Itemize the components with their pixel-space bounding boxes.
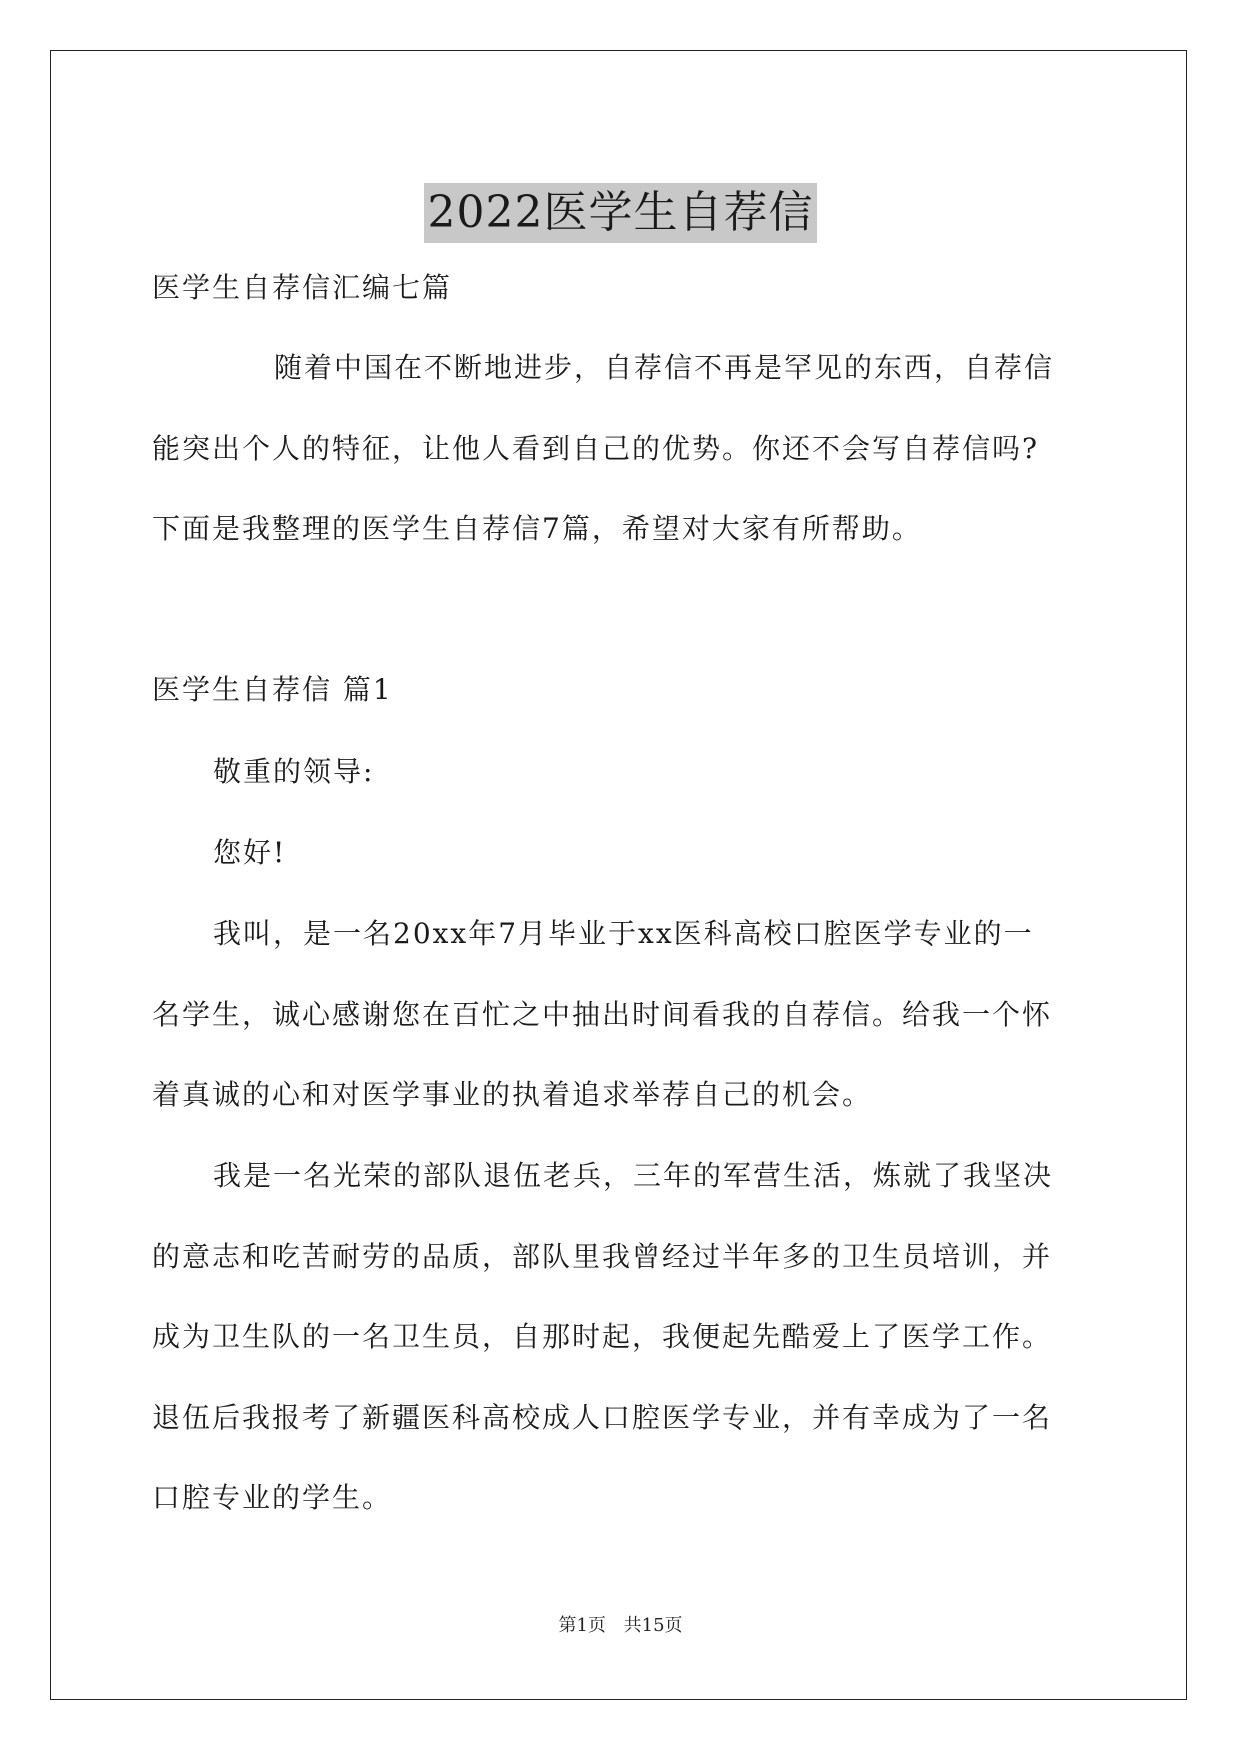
page-footer	[0, 1614, 1241, 1638]
paragraph-line: 我是一名光荣的部队退伍老兵，三年的军营生活，炼就了我坚决	[213, 1159, 1054, 1192]
subtitle: 医学生自荐信汇编七篇	[152, 271, 453, 304]
title-block	[0, 154, 1241, 273]
salutation: 敬重的领导:	[213, 755, 375, 788]
intro-line: 能突出个人的特征，让他人看到自己的优势。你还不会写自荐信吗?	[152, 432, 1040, 465]
paragraph-line: 我叫，是一名20xx年7月毕业于xx医科高校口腔医学专业的一	[213, 917, 1034, 950]
page-number: 第1页	[558, 1615, 606, 1636]
paragraph-line: 着真诚的心和对医学事业的执着追求举荐自己的机会。	[152, 1078, 873, 1111]
paragraph-line: 成为卫生队的一名卫生员，自那时起，我便起先酷爱上了医学工作。	[152, 1320, 1053, 1353]
paragraph-line: 退伍后我报考了新疆医科高校成人口腔医学专业，并有幸成为了一名	[152, 1401, 1053, 1434]
paragraph-line: 的意志和吃苦耐劳的品质，部队里我曾经过半年多的卫生员培训，并	[152, 1240, 1053, 1273]
document-title: 2022医学生自荐信	[424, 183, 818, 243]
section-heading: 医学生自荐信 篇1	[152, 673, 393, 706]
greeting: 您好!	[213, 836, 287, 869]
page-total: 共15页	[623, 1615, 683, 1636]
intro-line: 下面是我整理的医学生自荐信7篇，希望对大家有所帮助。	[152, 512, 922, 545]
paragraph-line: 口腔专业的学生。	[152, 1481, 393, 1514]
intro-line: 随着中国在不断地进步，自荐信不再是罕见的东西，自荐信	[274, 351, 1055, 384]
paragraph-line: 名学生，诚心感谢您在百忙之中抽出时间看我的自荐信。给我一个怀	[152, 998, 1053, 1031]
